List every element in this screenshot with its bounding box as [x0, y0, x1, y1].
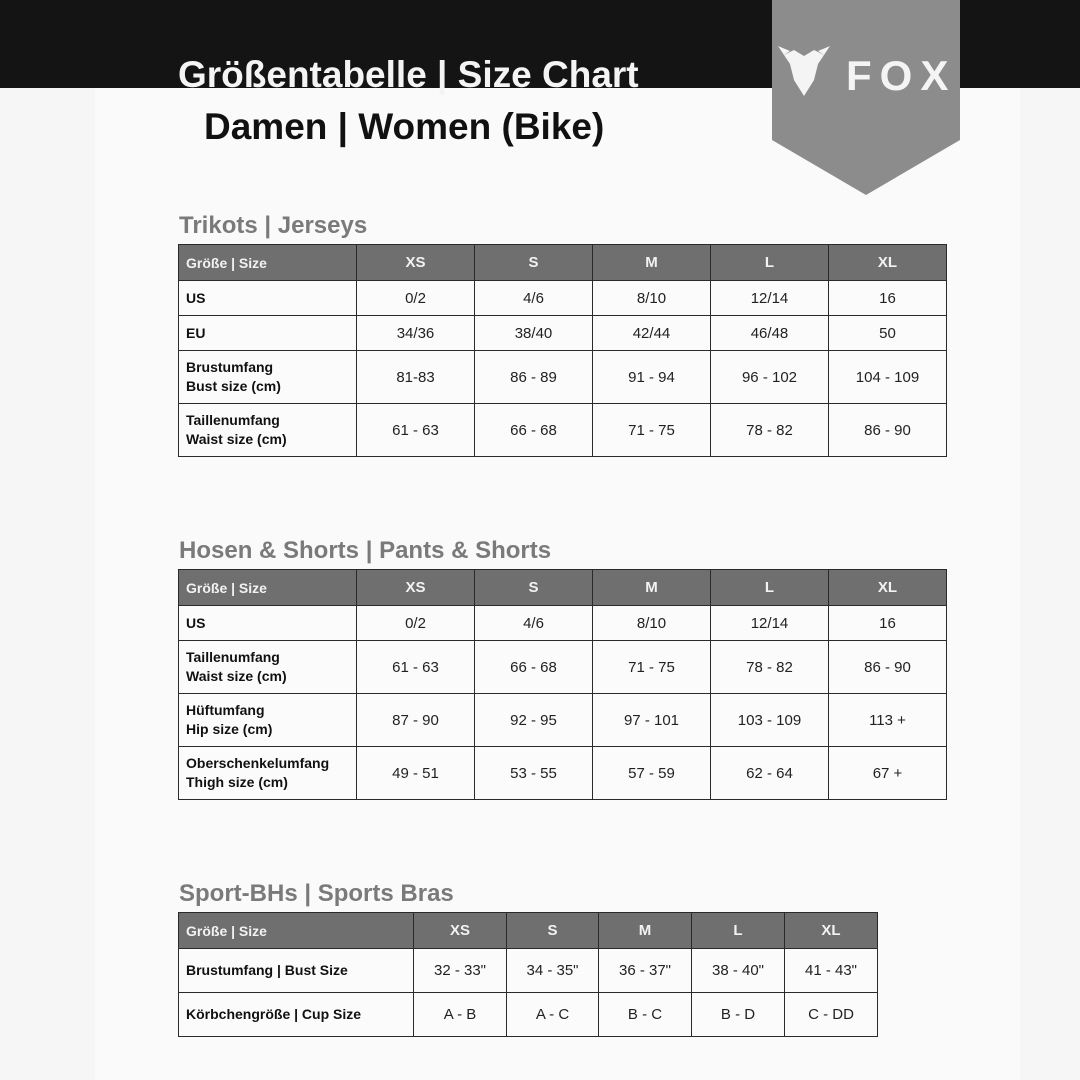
table-cell: 103 - 109 [711, 694, 829, 747]
row-label-text: Hip size (cm) [186, 721, 273, 737]
page-subtitle: Damen | Women (Bike) [204, 106, 605, 147]
pants-size-table [178, 569, 947, 800]
table-cell: 71 - 75 [593, 641, 711, 694]
row-label [179, 351, 357, 404]
table-cell: 67 + [829, 747, 947, 800]
row-label-text: EU [186, 324, 206, 341]
table-cell: 78 - 82 [711, 641, 829, 694]
row-label [179, 404, 357, 457]
header-s: S [475, 245, 593, 281]
table-row [179, 641, 947, 694]
table-cell: 4/6 [475, 606, 593, 641]
table-cell: 46/48 [711, 316, 829, 351]
row-label-text: Brustumfang [186, 359, 274, 375]
table-cell: 34 - 35" [507, 949, 599, 993]
header-m: M [593, 570, 711, 606]
table-cell: B - D [692, 993, 785, 1037]
table-row [179, 694, 947, 747]
table-cell: 97 - 101 [593, 694, 711, 747]
header-l: L [692, 913, 785, 949]
header-xs: XS [357, 245, 475, 281]
table-cell: 38/40 [475, 316, 593, 351]
table-row [179, 949, 878, 993]
table-row [179, 351, 947, 404]
section-title-jerseys: Trikots | Jerseys [179, 212, 368, 239]
header-xs: XS [414, 913, 507, 949]
row-label-text: Oberschenkelumfang [186, 755, 330, 771]
bras-size-table [178, 912, 878, 1037]
header-l: L [711, 570, 829, 606]
row-label [179, 316, 357, 351]
table-cell: A - B [414, 993, 507, 1037]
table-cell: 12/14 [711, 281, 829, 316]
table-cell: 8/10 [593, 606, 711, 641]
table-cell: 113 + [829, 694, 947, 747]
table-cell: 42/44 [593, 316, 711, 351]
table-row [179, 747, 947, 800]
table-cell: 86 - 90 [829, 641, 947, 694]
table-cell: 71 - 75 [593, 404, 711, 457]
table-cell: 61 - 63 [357, 404, 475, 457]
table-cell: 91 - 94 [593, 351, 711, 404]
table-header-row [179, 913, 878, 949]
table-header-row [179, 570, 947, 606]
table-cell: 0/2 [357, 281, 475, 316]
table-cell: 38 - 40" [692, 949, 785, 993]
row-label [179, 747, 357, 800]
brand-logo [772, 0, 960, 195]
table-cell: 86 - 90 [829, 404, 947, 457]
table-cell: 66 - 68 [475, 641, 593, 694]
header-xs: XS [357, 570, 475, 606]
table-cell: A - C [507, 993, 599, 1037]
header-xl: XL [829, 245, 947, 281]
header-m: M [599, 913, 692, 949]
row-label-text: Körbchengröße | Cup Size [186, 1006, 362, 1022]
header-size: Größe | Size [179, 570, 357, 606]
row-label-text: US [186, 289, 206, 306]
table-cell: C - DD [785, 993, 878, 1037]
row-label-text: Bust size (cm) [186, 378, 281, 394]
table-cell: 16 [829, 281, 947, 316]
table-cell: 41 - 43" [785, 949, 878, 993]
table-cell: 8/10 [593, 281, 711, 316]
header-size: Größe | Size [179, 913, 414, 949]
table-cell: 61 - 63 [357, 641, 475, 694]
page-title: Größentabelle | Size Chart [178, 54, 639, 95]
table-cell: 92 - 95 [475, 694, 593, 747]
table-cell: B - C [599, 993, 692, 1037]
table-cell: 0/2 [357, 606, 475, 641]
table-cell: 32 - 33" [414, 949, 507, 993]
table-cell: 96 - 102 [711, 351, 829, 404]
header-size: Größe | Size [179, 245, 357, 281]
header-xl: XL [785, 913, 878, 949]
row-label-text: Taillenumfang [186, 412, 280, 428]
row-label [179, 694, 357, 747]
row-label [179, 281, 357, 316]
table-cell: 78 - 82 [711, 404, 829, 457]
table-cell: 12/14 [711, 606, 829, 641]
row-label-text: Brustumfang | Bust Size [186, 962, 348, 978]
table-cell: 16 [829, 606, 947, 641]
section-title-bras: Sport-BHs | Sports Bras [179, 880, 454, 907]
row-label [179, 993, 414, 1037]
table-cell: 104 - 109 [829, 351, 947, 404]
header-m: M [593, 245, 711, 281]
header-s: S [507, 913, 599, 949]
table-cell: 36 - 37" [599, 949, 692, 993]
row-label-text: Waist size (cm) [186, 431, 287, 447]
table-cell: 4/6 [475, 281, 593, 316]
table-row [179, 316, 947, 351]
table-cell: 57 - 59 [593, 747, 711, 800]
table-cell: 53 - 55 [475, 747, 593, 800]
row-label [179, 641, 357, 694]
table-row [179, 404, 947, 457]
header-l: L [711, 245, 829, 281]
table-cell: 66 - 68 [475, 404, 593, 457]
section-title-pants: Hosen & Shorts | Pants & Shorts [179, 537, 552, 564]
row-label-text: Hüftumfang [186, 702, 265, 718]
table-cell: 34/36 [357, 316, 475, 351]
row-label-text: Waist size (cm) [186, 668, 287, 684]
table-row [179, 281, 947, 316]
row-label-text: Thigh size (cm) [186, 774, 288, 790]
row-label-text: Taillenumfang [186, 649, 280, 665]
header-xl: XL [829, 570, 947, 606]
header-s: S [475, 570, 593, 606]
row-label [179, 606, 357, 641]
brand-wordmark: FOX [846, 52, 957, 99]
table-cell: 81-83 [357, 351, 475, 404]
table-row [179, 606, 947, 641]
table-cell: 49 - 51 [357, 747, 475, 800]
table-header-row [179, 245, 947, 281]
table-cell: 50 [829, 316, 947, 351]
row-label [179, 949, 414, 993]
table-cell: 86 - 89 [475, 351, 593, 404]
jerseys-size-table [178, 244, 947, 457]
row-label-text: US [186, 614, 206, 631]
table-cell: 62 - 64 [711, 747, 829, 800]
table-row [179, 993, 878, 1037]
table-cell: 87 - 90 [357, 694, 475, 747]
